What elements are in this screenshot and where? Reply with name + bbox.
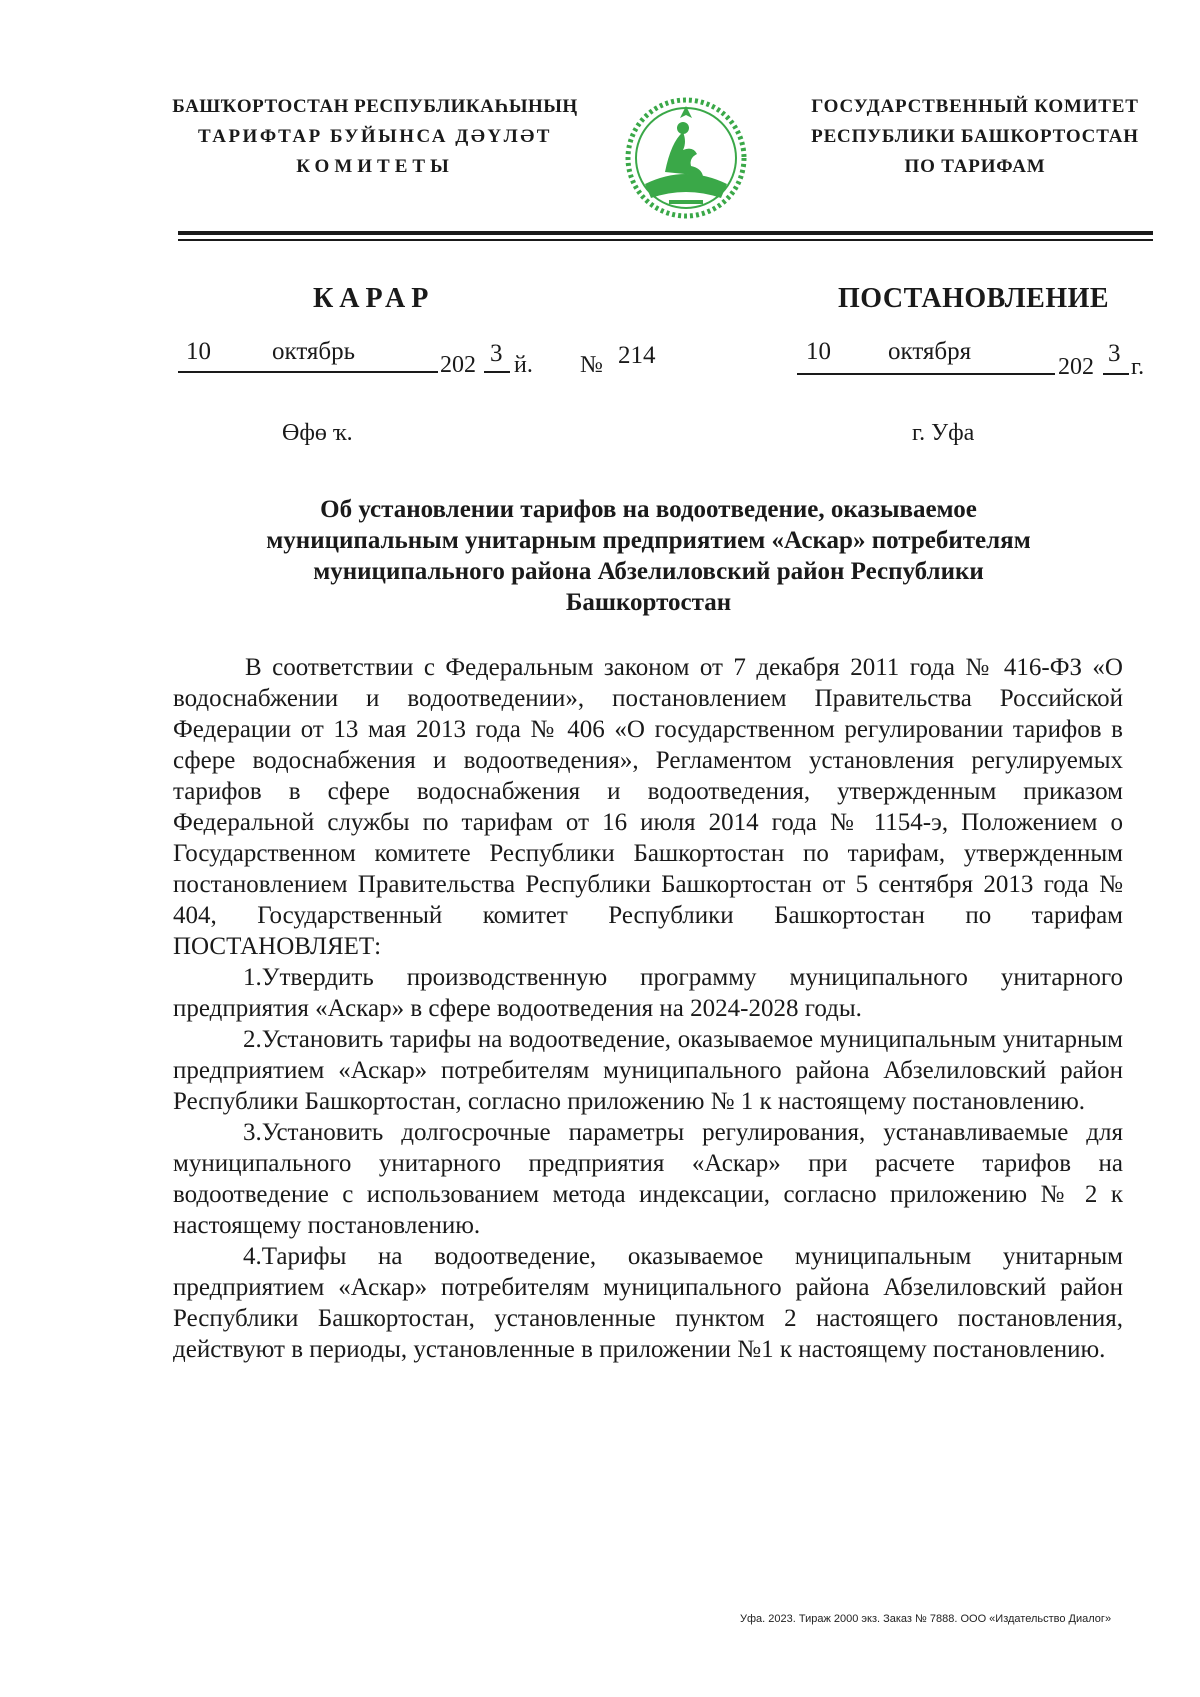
item-4-paragraph: 4.Тарифы на водоотведение, оказываемое муниципальным унитарным предприятием «Аскар» потребителям муниципального района Абзелиловский район Республики Башкортостан, установленные пунктом 2 настоящего постановления, действуют в периоды, установленные в приложении №1 к настоящему постановлению. — [173, 1243, 1123, 1363]
header-rule-thick — [178, 231, 1153, 235]
left-date-year-prefix: 202 — [440, 352, 476, 378]
preamble-paragraph: В соответствии с Федеральным законом от 7 декабря 2011 года № 416-ФЗ «О водоснабжении и водоотведении», постановлением Правительства Российской Федерации от 13 мая 2013 года № 406 «О государственном регулировании тарифов в сфере водоснабжения и водоотведения», Регламентом установления регулируемых тарифов в сфере водоснабжения и водоотведения, утвержденным приказом Федеральной службы по тарифам от 16 июля 2014 года № 1154-э, Положением о Государственном комитете Республики Башкортостан по тарифам, утвержденным постановлением Правительства Республики Башкортостан от 5 сентября 2013 года № 404, Государственный комитет Республики Башкортостан по тарифам ПОСТАНОВЛЯЕТ: — [173, 654, 1123, 960]
document-title — [200, 494, 1097, 618]
left-date-month: октябрь — [272, 338, 356, 365]
item-1-paragraph: 1.Утвердить производственную программу муниципального унитарного предприятия «Аскар» в сфере водоотведения на 2024-2028 годы. — [173, 964, 1123, 1022]
header-left-line-1: БАШҠОРТОСТАН РЕСПУБЛИКАҺЫНЫҢ — [172, 96, 578, 117]
document-title-line-4: Башкортостан — [565, 589, 732, 616]
left-date-day: 10 — [186, 338, 211, 365]
left-city: Өфө ҡ. — [282, 420, 353, 446]
item-3-paragraph: 3.Установить долгосрочные параметры регулирования, устанавливаемые для муниципального унитарного предприятия «Аскар» при расчете тарифов на водоотведение с использованием метода индексации, согласно приложению № 2 к настоящему постановлению. — [173, 1119, 1123, 1239]
karar-title: КАРАР — [313, 283, 435, 314]
header-left-block — [170, 92, 580, 182]
header-right-block — [790, 92, 1160, 182]
decree-number: 214 — [618, 342, 656, 369]
header-right-line-2: РЕСПУБЛИКИ БАШКОРТОСТАН — [811, 126, 1139, 147]
header-left-line-2: ТАРИФТАР БУЙЫНСА ДӘҮЛӘТ — [198, 126, 552, 147]
item-2-paragraph: 2.Установить тарифы на водоотведение, оказываемое муниципальным унитарным предприятием «Аскар» потребителям муниципального района Абзелиловский район Республики Башкортостан, согласно приложению № 1 к настоящему постановлению. — [173, 1026, 1123, 1115]
header-rule-thin — [178, 239, 1153, 241]
left-date-year-suffix: й. — [514, 352, 533, 378]
decree-number-sign: № — [580, 352, 603, 378]
document-body — [173, 652, 1123, 1365]
header-left-line-3: КОМИТЕТЫ — [296, 156, 454, 177]
header-right-line-3: ПО ТАРИФАМ — [904, 156, 1046, 177]
print-imprint: Уфа. 2023. Тираж 2000 экз. Заказ № 7888. ООО «Издательство Диалог» — [740, 1613, 1112, 1625]
postanovlenie-title: ПОСТАНОВЛЕНИЕ — [838, 283, 1110, 314]
document-title-line-1: Об установлении тарифов на водоотведение, оказываемое — [320, 496, 977, 523]
header-right-line-1: ГОСУДАРСТВЕННЫЙ КОМИТЕТ — [811, 96, 1139, 117]
left-date-year-digit: 3 — [490, 340, 503, 367]
right-date-underline — [797, 373, 1055, 375]
left-year-underline — [484, 371, 510, 373]
right-date-year-prefix: 202 — [1058, 354, 1094, 380]
left-date-underline — [178, 371, 438, 373]
document-title-line-3: муниципального района Абзелиловский район Республики — [313, 558, 984, 585]
right-date-year-suffix: г. — [1131, 354, 1145, 380]
right-date-day: 10 — [806, 338, 831, 365]
right-date-year-digit: 3 — [1108, 340, 1121, 367]
document-title-line-2: муниципальным унитарным предприятием «Аскар» потребителям — [266, 527, 1031, 554]
right-city: г. Уфа — [912, 420, 975, 446]
right-date-month: октября — [888, 338, 972, 365]
bashkortostan-emblem-icon — [625, 92, 747, 224]
right-year-underline — [1103, 373, 1129, 375]
